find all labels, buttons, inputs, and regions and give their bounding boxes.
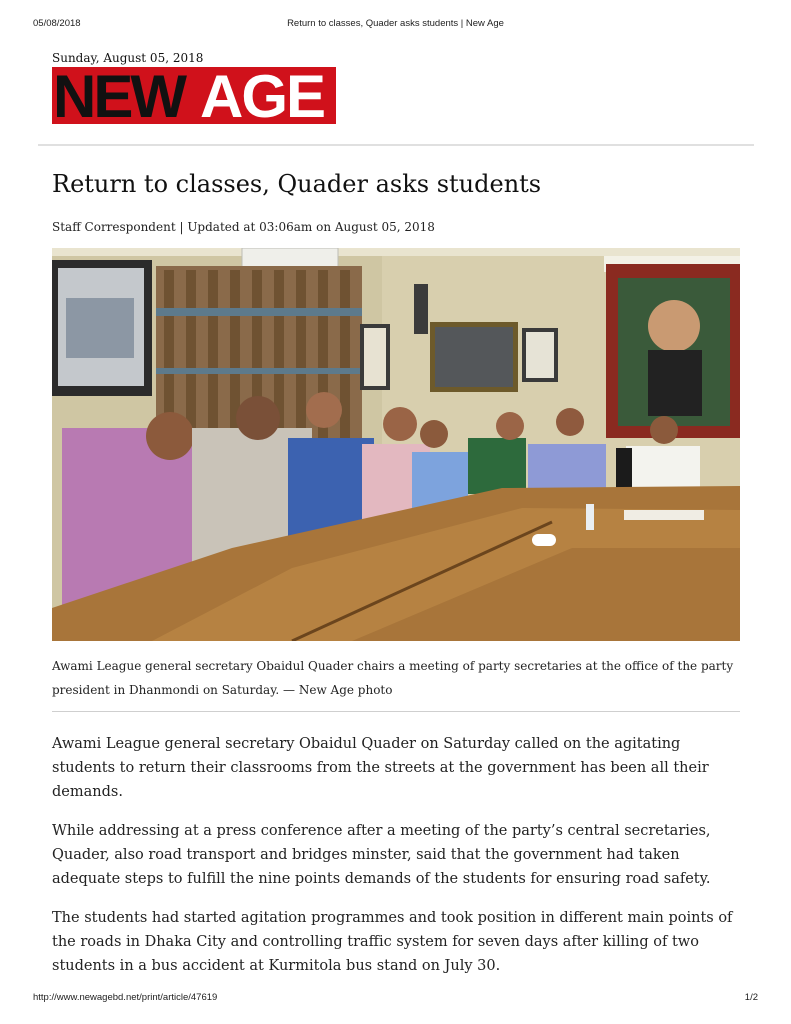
article-headline: Return to classes, Quader asks students (52, 170, 542, 198)
dateline: Sunday, August 05, 2018 (52, 51, 204, 65)
article-paragraph: Awami League general secretary Obaidul Quader on Saturday called on the agitating students to return their classrooms from the streets at the government has been all their demands. (52, 736, 709, 800)
page-number: 1/2 (744, 992, 758, 1003)
logo-age-text: AGE (200, 67, 325, 124)
logo-new-text: NEW (53, 67, 184, 124)
header-divider (38, 144, 754, 146)
article-url[interactable]: http://www.newagebd.net/print/article/47619 (33, 992, 218, 1003)
article-paragraph: While addressing at a press conference after a meeting of the party’s central secretaries, Quader, also road transport and bridges minster, said that the government had taken adequate steps to fulfill the nine points demands of the students for ensuring road safety. (52, 823, 711, 887)
print-footer (0, 992, 791, 1006)
print-date: 05/08/2018 (33, 18, 81, 29)
article-body (52, 732, 744, 993)
photo-caption: Awami League general secretary Obaidul Quader chairs a meeting of party secretaries at the office of the party president in Dhanmondi on Saturday. — New Age photo (52, 659, 734, 697)
print-page-title: Return to classes, Quader asks students | New Age (287, 18, 504, 29)
caption-divider (52, 711, 740, 712)
article-byline: Staff Correspondent | Updated at 03:06am on August 05, 2018 (52, 220, 435, 234)
article-paragraph: The students had started agitation programmes and took position in different main points of the roads in Dhaka City and controlling traffic system for seven days after killing of two students in a bus accident at Kurmitola bus stand on July 30. (52, 910, 733, 974)
newage-logo[interactable] (52, 67, 336, 124)
article-photo (52, 248, 740, 641)
print-header (0, 18, 791, 32)
